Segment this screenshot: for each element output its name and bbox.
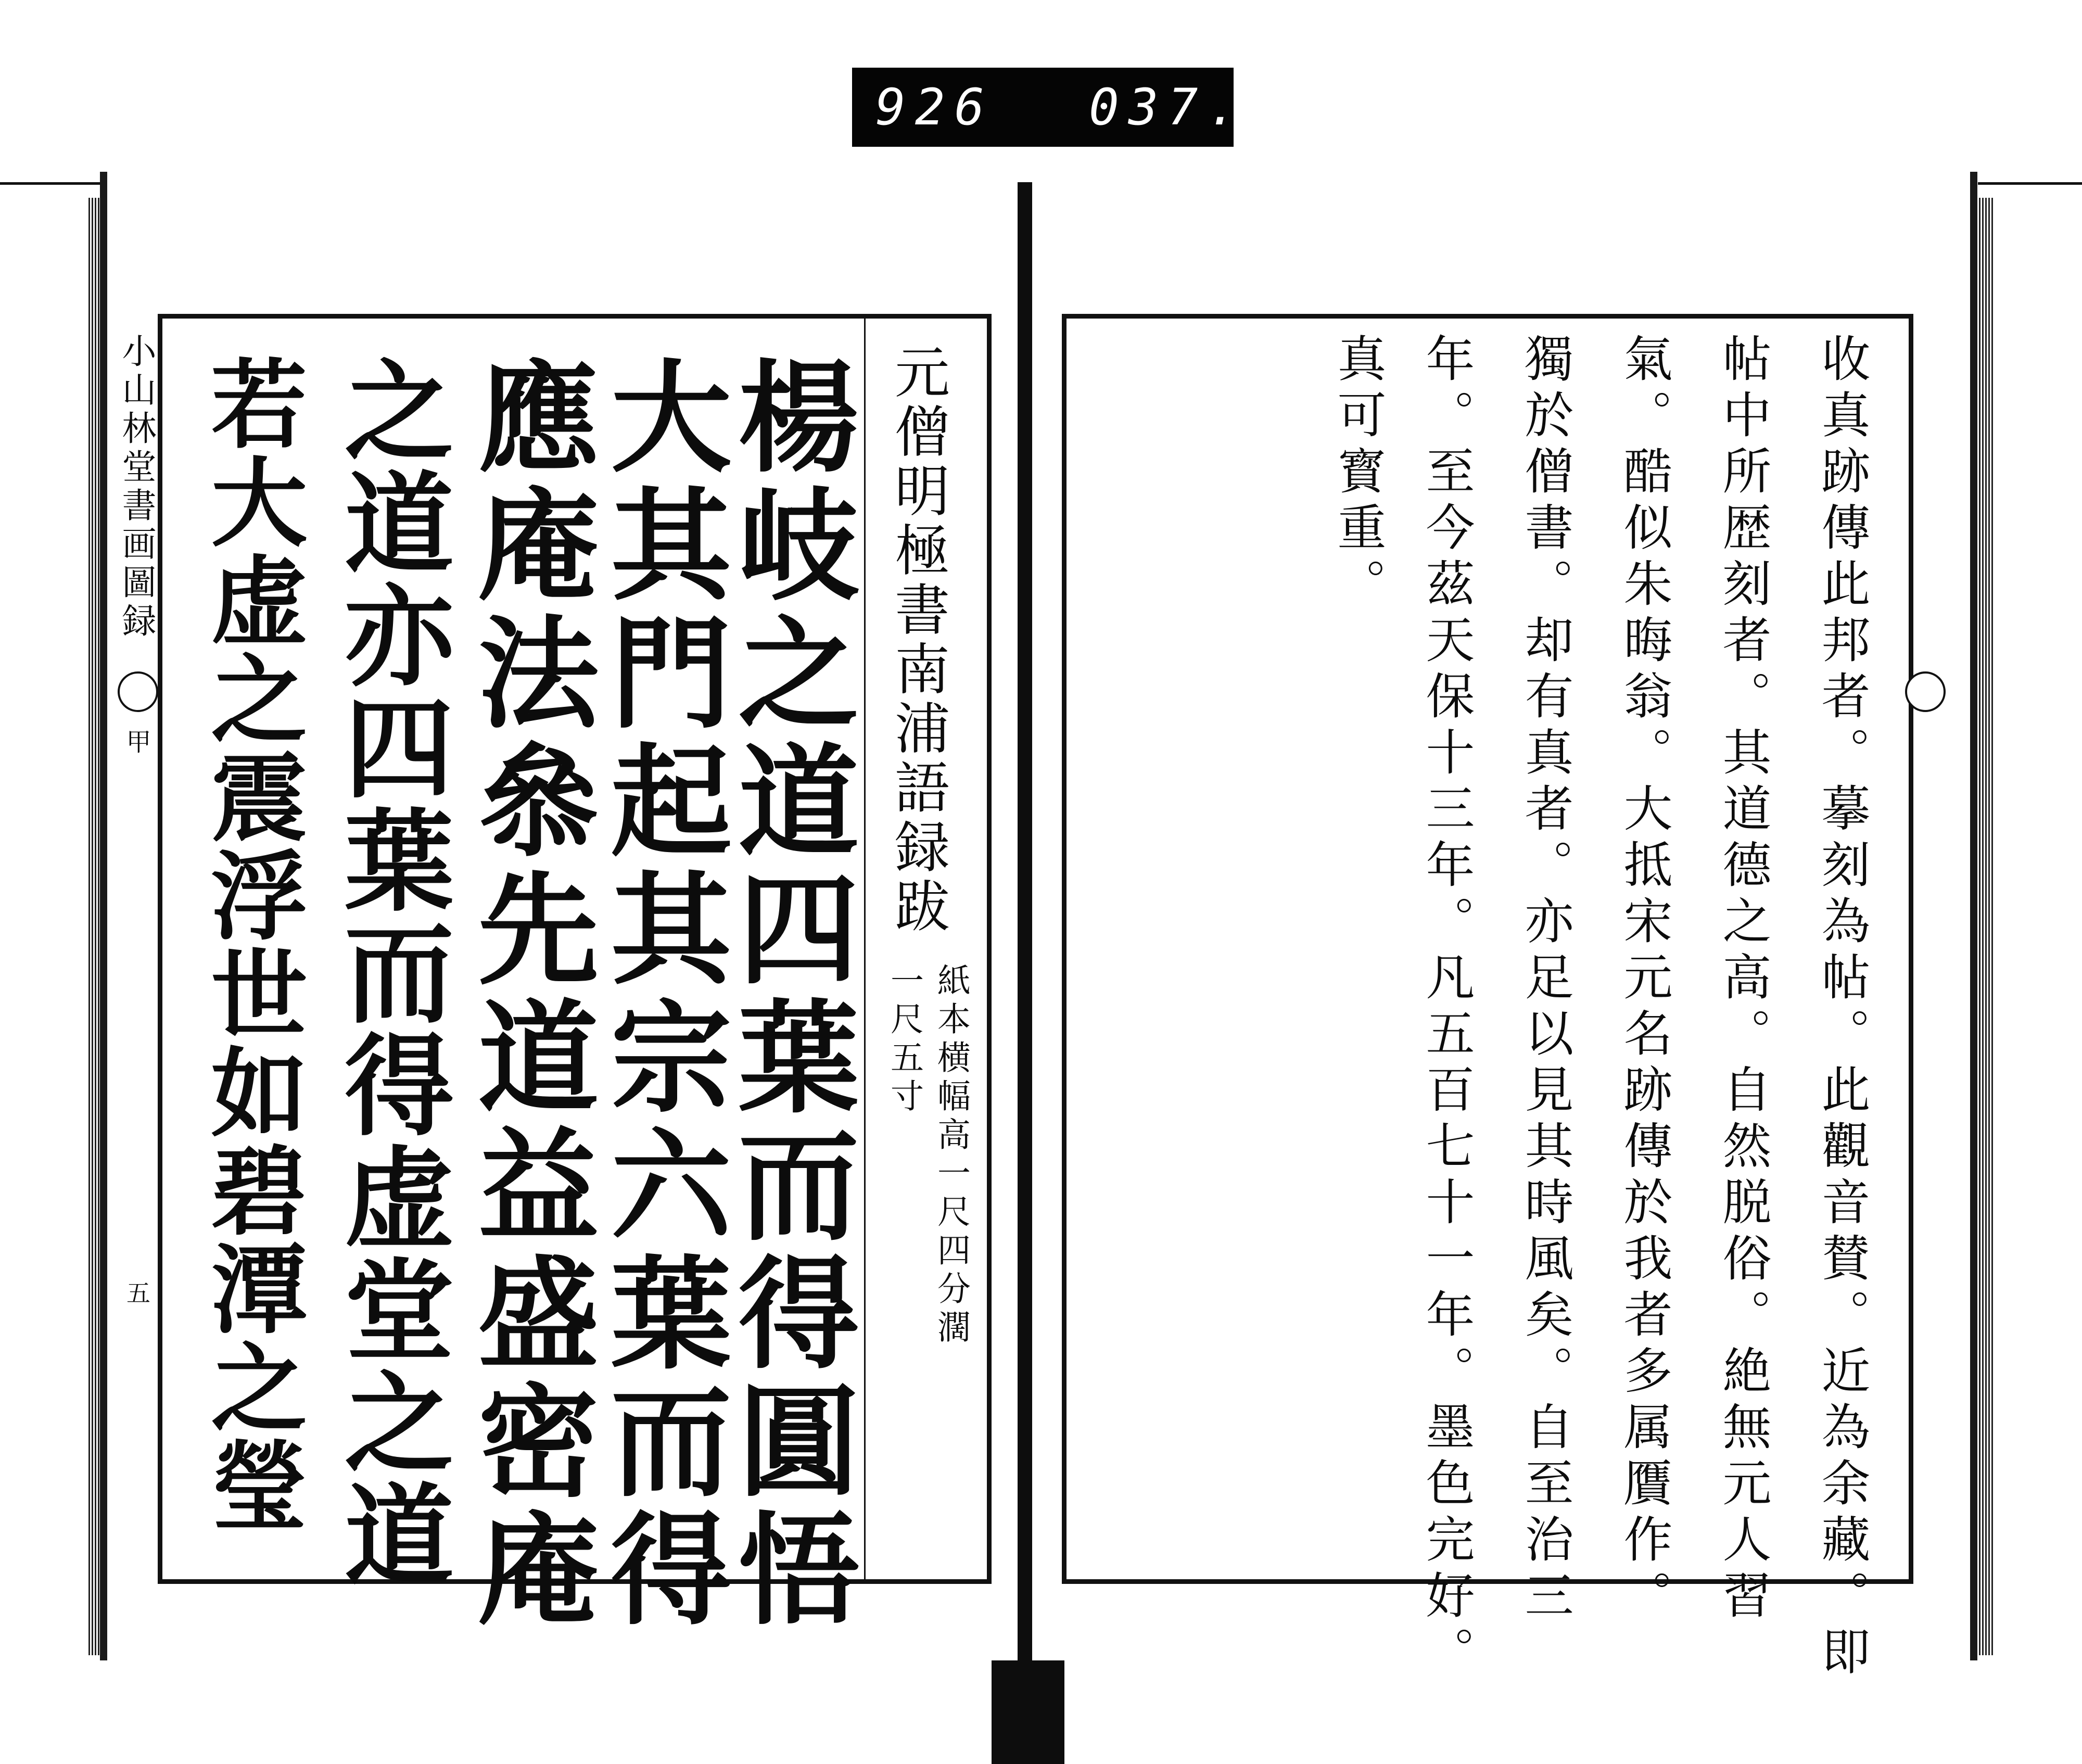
scanner-number-right: 037. bbox=[1089, 78, 1247, 136]
top-rule-right bbox=[1978, 182, 2082, 185]
calligraphy-column-2: 大其門起其宗六葉而得 bbox=[591, 354, 733, 1634]
page-edge-left bbox=[88, 198, 100, 1655]
body-column-2: 帖中所歴刻者。其道德之高。自然脱俗。絶無元人習 bbox=[1714, 333, 1771, 1626]
margin-circle-right bbox=[1905, 671, 1946, 712]
caption-title: 元僧明極書南浦語録跋 bbox=[886, 344, 950, 937]
body-column-5: 年。至今茲天保十三年。凡五百七十一年。墨色完好。 bbox=[1417, 333, 1474, 1682]
calligraphy-column-4: 之道亦四葉而得虚堂之道 bbox=[326, 354, 455, 1591]
book-spine bbox=[1018, 182, 1032, 1718]
top-rule-left bbox=[0, 182, 104, 185]
running-section: 甲 bbox=[122, 729, 151, 754]
caption-note-1: 紙本横幅高一尺四分濶 bbox=[932, 963, 970, 1348]
scanner-label bbox=[852, 68, 1247, 147]
right-page-frame bbox=[1062, 314, 1913, 1584]
page-number: 五 bbox=[123, 1280, 151, 1304]
body-column-4: 獨於僧書。却有真者。亦足以見其時風矣。自至治三 bbox=[1516, 333, 1573, 1626]
margin-circle-left bbox=[118, 671, 158, 712]
scanner-number-left: 926 bbox=[875, 78, 994, 136]
calligraphy-column-1: 楊岐之道四葉而得圓悟 bbox=[718, 354, 860, 1634]
spine-foot bbox=[992, 1660, 1064, 1764]
running-title: 小山林堂書画圖録 bbox=[116, 333, 156, 641]
caption-note-2: 一尺五寸 bbox=[885, 963, 923, 1117]
body-column-1: 收真跡傳此邦者。摹刻為帖。此觀音賛。近為余藏。即 bbox=[1813, 333, 1870, 1682]
calligraphy-column-5: 若大虚之震浮世如碧潭之瑩 bbox=[195, 354, 308, 1534]
caption-divider bbox=[864, 319, 866, 1579]
calligraphy-column-3: 應庵法叅先道益盛密庵 bbox=[458, 354, 600, 1634]
body-column-6: 真可寳重。 bbox=[1329, 333, 1386, 614]
body-column-3: 氣。酷似朱晦翁。大抵宋元名跡傳於我者多属贋作。 bbox=[1615, 333, 1672, 1626]
